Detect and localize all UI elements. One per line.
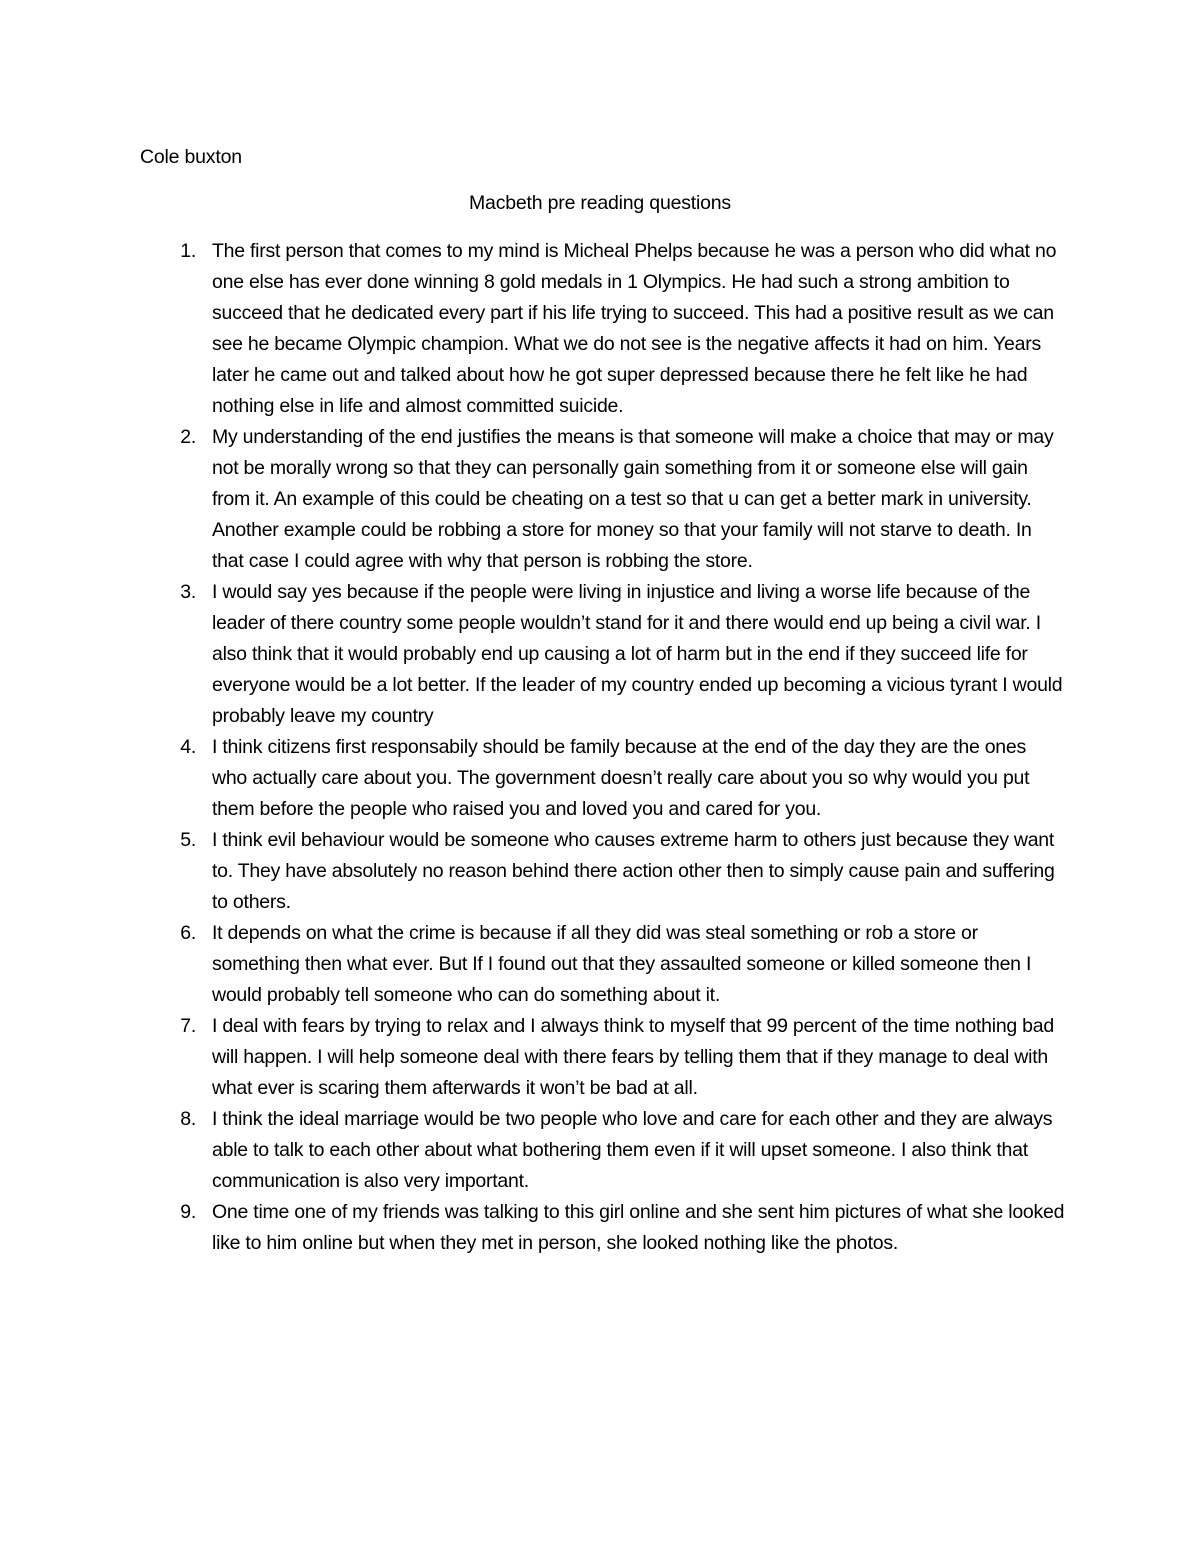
list-item xyxy=(160,918,1065,1011)
list-item-text: I deal with fears by trying to relax and I always think to myself that 99 percent of the time nothing bad will happen. I will help someone deal with there fears by telling them that if they manage to deal with what ever is scaring them afterwards it won’t be bad at all. xyxy=(212,1015,1054,1099)
list-item-text: I think the ideal marriage would be two people who love and care for each other and they are always able to talk to each other about what bothering them even if it will upset someone. I also think that communication is also very important. xyxy=(212,1108,1053,1192)
list-item-number: 5. xyxy=(180,829,196,851)
list-item xyxy=(160,577,1065,732)
list-item xyxy=(160,825,1065,918)
list-item-number: 2. xyxy=(180,426,196,448)
list-item xyxy=(160,1104,1065,1197)
list-item-number: 9. xyxy=(180,1201,196,1223)
list-item xyxy=(160,1011,1065,1104)
list-item-text: I think evil behaviour would be someone who causes extreme harm to others just because they want to. They have absolutely no reason behind there action other then to simply cause pain and suffering to others. xyxy=(212,829,1055,913)
list-item-number: 6. xyxy=(180,922,196,944)
list-item-text: My understanding of the end justifies the means is that someone will make a choice that may or may not be morally wrong so that they can personally gain something from it or someone else will gain from it. An example of this could be cheating on a test so that u can get a better mark in university. Another example could be robbing a store for money so that your family will not starve to death. In that case I could agree with why that person is robbing the store. xyxy=(212,426,1054,572)
list-item-number: 7. xyxy=(180,1015,196,1037)
list-item xyxy=(160,236,1065,422)
document-title: Macbeth pre reading questions xyxy=(469,192,731,214)
list-item-number: 4. xyxy=(180,736,196,758)
list-item-text: I would say yes because if the people were living in injustice and living a worse life because of the leader of there country some people wouldn’t stand for it and there would end up being a civil war. I also think that it would probably end up causing a lot of harm but in the end if they succeed life for everyone would be a lot better. If the leader of my country ended up becoming a vicious tyrant I would probably leave my country xyxy=(212,581,1063,727)
list-item-text: One time one of my friends was talking to this girl online and she sent him pictures of what she looked like to him online but when they met in person, she looked nothing like the photos. xyxy=(212,1201,1065,1254)
list-item-text: It depends on what the crime is because if all they did was steal something or rob a store or something then what ever. But If I found out that they assaulted someone or killed someone then I would probably tell someone who can do something about it. xyxy=(212,922,1032,1006)
list-item-number: 3. xyxy=(180,581,196,603)
list-item-text: I think citizens first responsabily should be family because at the end of the day they are the ones who actually care about you. The government doesn’t really care about you so why would you put them before the people who raised you and loved you and cared for you. xyxy=(212,736,1030,820)
author-name: Cole buxton xyxy=(140,146,242,168)
list-item-text: The first person that comes to my mind is Micheal Phelps because he was a person who did what no one else has ever done winning 8 gold medals in 1 Olympics. He had such a strong ambition to succeed that he dedicated every part if his life trying to succeed. This had a positive result as we can see he became Olympic champion. What we do not see is the negative affects it had on him. Years later he came out and talked about how he got super depressed because there he felt like he had nothing else in life and almost committed suicide. xyxy=(212,240,1057,417)
list-item xyxy=(160,1197,1065,1259)
list-item-number: 1. xyxy=(180,240,196,262)
list-item xyxy=(160,732,1065,825)
list-item xyxy=(160,422,1065,577)
list-item-number: 8. xyxy=(180,1108,196,1130)
answer-list xyxy=(160,236,1065,1259)
